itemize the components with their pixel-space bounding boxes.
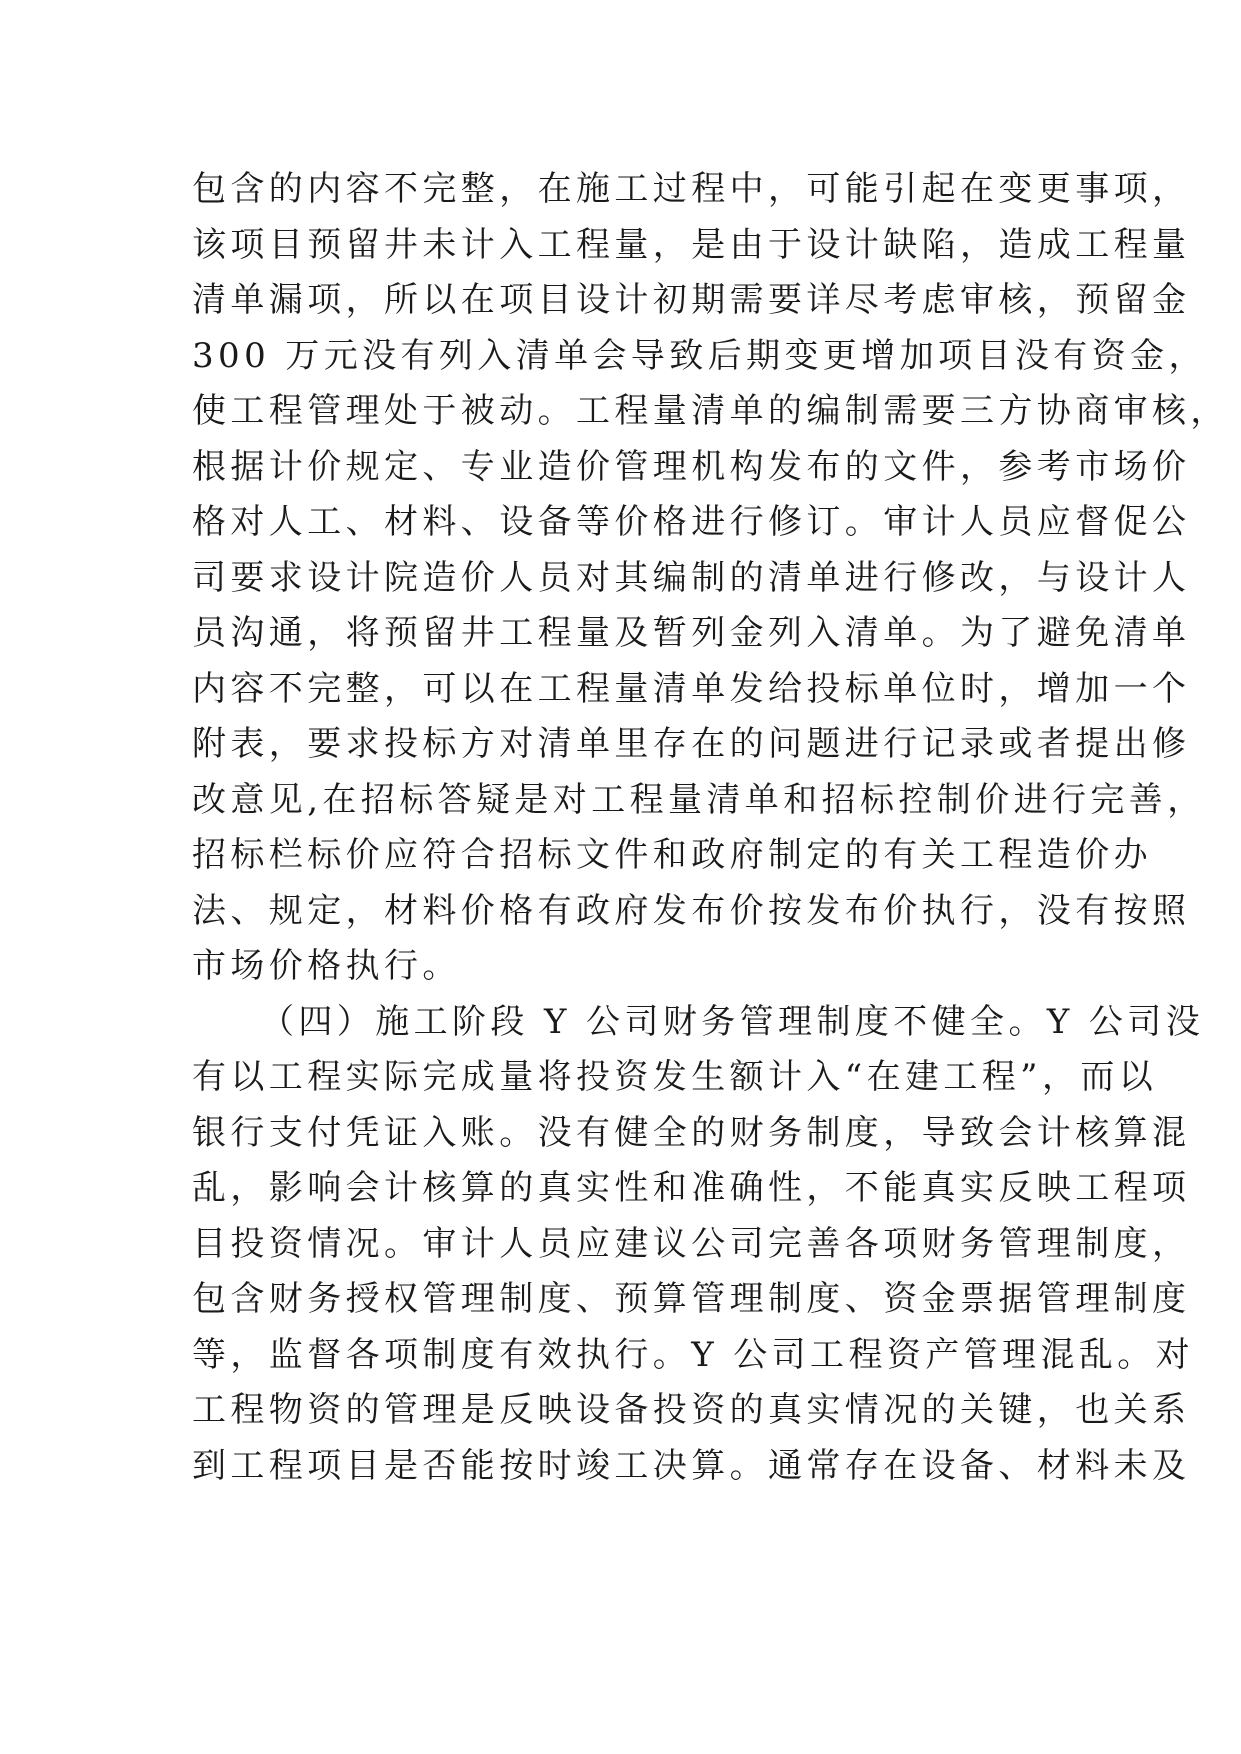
text-line: 使工程管理处于被动。工程量清单的编制需要三方协商审核， xyxy=(192,391,1229,431)
text-line: 目投资情况。审计人员应建议公司完善各项财务管理制度， xyxy=(192,1223,1191,1264)
text-line: 格对人工、材料、设备等价格进行修订。审计人员应督促公 xyxy=(192,502,1191,542)
text-line: 招标栏标价应符合招标文件和政府制定的有关工程造价办 xyxy=(192,835,1152,875)
text-line: 有以工程实际完成量将投资发生额计入“在建工程”，而以 xyxy=(192,1057,1158,1097)
text-line: 法、规定，材料价格有政府发布价按发布价执行，没有按照 xyxy=(192,890,1191,931)
text-line: 内容不完整，可以在工程量清单发给投标单位时，增加一个 xyxy=(192,668,1191,709)
text-line: 该项目预留井未计入工程量，是由于设计缺陷，造成工程量 xyxy=(192,224,1191,265)
text-line: 工程物资的管理是反映设备投资的真实情况的关键，也关系 xyxy=(192,1390,1191,1430)
text-line: 到工程项目是否能按时竣工决算。通常存在设备、材料未及 xyxy=(192,1445,1191,1486)
text-line: 包含的内容不完整，在施工过程中，可能引起在变更事项， xyxy=(192,169,1191,209)
text-line: 乱，影响会计核算的真实性和准确性，不能真实反映工程项 xyxy=(192,1168,1191,1208)
section-heading-line: （四）施工阶段 Y 公司财务管理制度不健全。Y 公司没 xyxy=(260,1001,1205,1042)
text-line: 包含财务授权管理制度、预算管理制度、资金票据管理制度 xyxy=(192,1279,1191,1319)
text-line: 市场价格执行。 xyxy=(192,946,461,986)
text-line: 等，监督各项制度有效执行。Y 公司工程资产管理混乱。对 xyxy=(192,1334,1195,1375)
text-line: 司要求设计院造价人员对其编制的清单进行修改，与设计人 xyxy=(192,557,1191,598)
text-line: 银行支付凭证入账。没有健全的财务制度，导致会计核算混 xyxy=(192,1112,1191,1153)
body-text xyxy=(192,162,1229,1494)
text-line: 根据计价规定、专业造价管理机构发布的文件，参考市场价 xyxy=(192,446,1191,487)
text-line: 附表，要求投标方对清单里存在的问题进行记录或者提出修 xyxy=(192,724,1191,764)
text-line: 改意见,在招标答疑是对工程量清单和招标控制价进行完善， xyxy=(192,779,1206,820)
text-line: 员沟通，将预留井工程量及暂列金列入清单。为了避免清单 xyxy=(192,613,1191,653)
text-line: 清单漏项，所以在项目设计初期需要详尽考虑审核，预留金 xyxy=(192,280,1191,320)
text-line: 300 万元没有列入清单会导致后期变更增加项目没有资金， xyxy=(192,335,1207,376)
